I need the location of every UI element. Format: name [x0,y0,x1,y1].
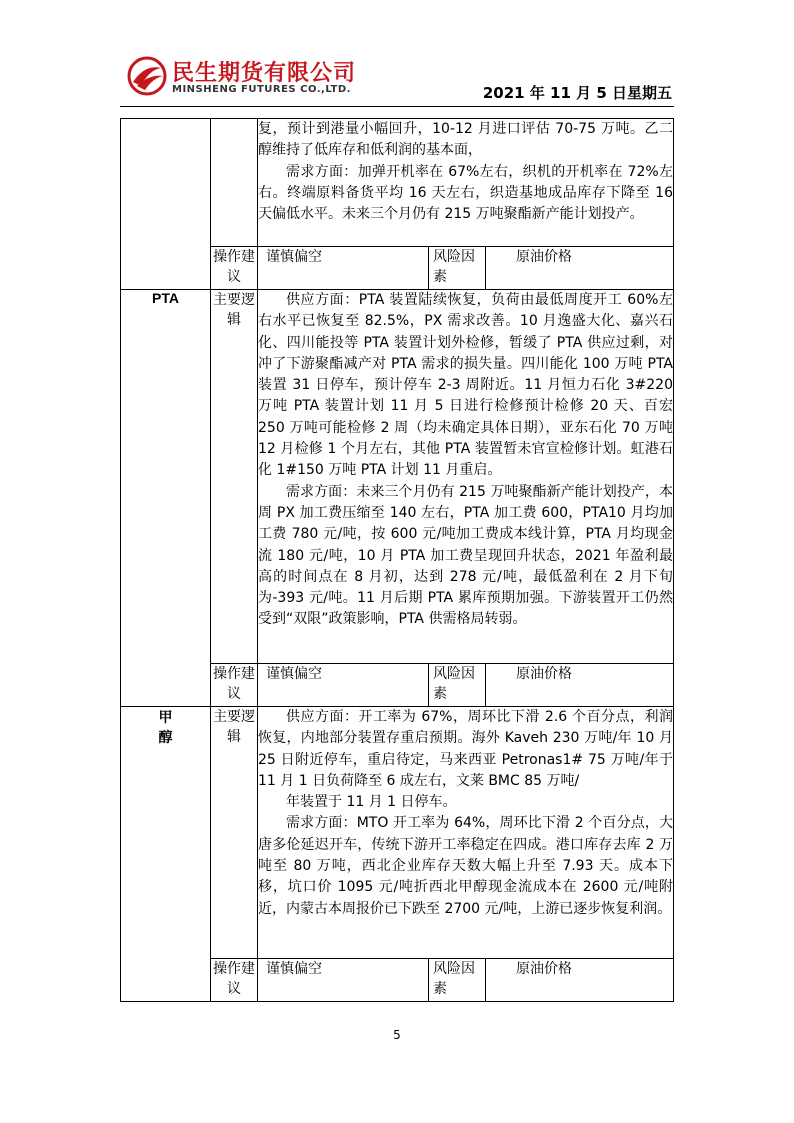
logic-content [258,119,674,247]
analysis-table [120,118,674,1002]
logic-content [258,290,674,664]
logic-content [258,707,674,959]
company-name-en: MINSHENG FUTURES CO.,LTD. [172,84,351,95]
op-label: 操作建议 [211,664,258,707]
op-value: 谨慎偏空 [258,959,429,1001]
page-number: 5 [393,1028,401,1042]
logic-label [211,119,258,247]
logic-label: 主要逻辑 [211,707,258,959]
table-row [121,119,674,247]
risk-value: 原油价格 [516,666,572,682]
logic-paragraph: 复，预计到港量小幅回升，10-12 月进口评估 70-75 万吨。乙二醇维持了低库存和低利润的基本面， [258,121,673,159]
page-header [0,0,794,110]
table-row [121,707,674,959]
category-label: 甲醇 [158,709,173,745]
op-label: 操作建议 [211,247,258,290]
company-name-cn: 民生期货有限公司 [172,61,357,86]
risk-label: 风险因素 [429,664,486,706]
logic-paragraph: 需求方面：未来三个月仍有 215 万吨聚酯新产能计划投产，本周 PX 加工费压缩至 140 左右，PTA 加工费 600，PTA10 月均加工费 780 元/吨，按 600 元/吨加工费成本线计算，PTA 月均现金流 180 元/吨，10 月 PTA 加工费呈现回升状态，2021 年盈利最高的时间点在 8 月初，达到 278 元/吨，最低盈利在 2 月下旬为-393 元/吨。11 月后期 PTA 累库预期加强。下游装置开工仍然受到“双限”政策影响，PTA 供需格局转弱。 [258,483,673,628]
minsheng-logo-icon [127,56,167,96]
category-cell [121,707,211,1002]
logic-paragraph: 供应方面：开工率为 67%，周环比下滑 2.6 个百分点，利润恢复，内地部分装置存重启预期。海外 Kaveh 230 万吨/年 10 月 25 日附近停车，重启待定，马来西亚 Petronas1# 75 万吨/年于 11 月 1 日负荷降至 6 成左右，文莱 BMC 85 万吨/ [258,709,673,789]
company-logo [127,56,357,98]
header-rule [120,106,674,107]
risk-value: 原油价格 [516,249,572,265]
op-value: 谨慎偏空 [258,664,429,706]
risk-value: 原油价格 [516,961,572,977]
logic-label: 主要逻辑 [211,290,258,664]
category-cell [121,119,211,290]
op-label: 操作建议 [211,959,258,1002]
logic-paragraph: 需求方面：MTO 开工率为 64%，周环比下滑 2 个百分点，大唐多伦延迟开车，传统下游开工率稳定在四成。港口库存去库 2 万吨至 80 万吨，西北企业库存天数大幅上升至 7.93 天。成本下移，坑口价 1095 元/吨折西北甲醇现金流成本在 2600 元/吨附近，内蒙古本周报价已下跌至 2700 元/吨，上游已逐步恢复利润。 [258,815,673,917]
logic-paragraph: 供应方面：PTA 装置陆续恢复，负荷由最低周度开工 60%左右水平已恢复至 82.5%，PX 需求改善。10 月逸盛大化、嘉兴石化、四川能投等 PTA 装置计划外检修，暂缓了 PTA 供应过剩，对冲了下游聚酯减产对 PTA 需求的损失量。四川能化 100 万吨 PTA 装置 31 日停车，预计停车 2-3 周附近。11 月恒力石化 3#220 万吨 PTA 装置计划 11 月 5 日进行检修预计检修 20 天、百宏 250 万吨可能检修 2 周（均未确定具体日期），亚东石化 70 万吨 12 月检修 1 个月左右，其他 PTA 装置暂未官宣检修计划。虹港石化 1#150 万吨 PTA 计划 11 月重启。 [258,292,673,479]
category-cell: PTA [121,290,211,707]
op-value: 谨慎偏空 [258,247,429,289]
logic-paragraph: 年装置于 11 月 1 日停车。 [286,794,457,811]
risk-label: 风险因素 [429,959,486,1001]
table-row [121,290,674,664]
logic-paragraph: 需求方面：加弹开机率在 67%左右，织机的开机率在 72%左右。终端原料备货平均 16 天左右，织造基地成品库存下降至 16 天偏低水平。未来三个月仍有 215 万吨聚酯新产能计划投产。 [258,163,673,223]
report-date: 2021 年 11 月 5 日星期五 [482,84,672,102]
risk-label: 风险因素 [429,247,486,289]
